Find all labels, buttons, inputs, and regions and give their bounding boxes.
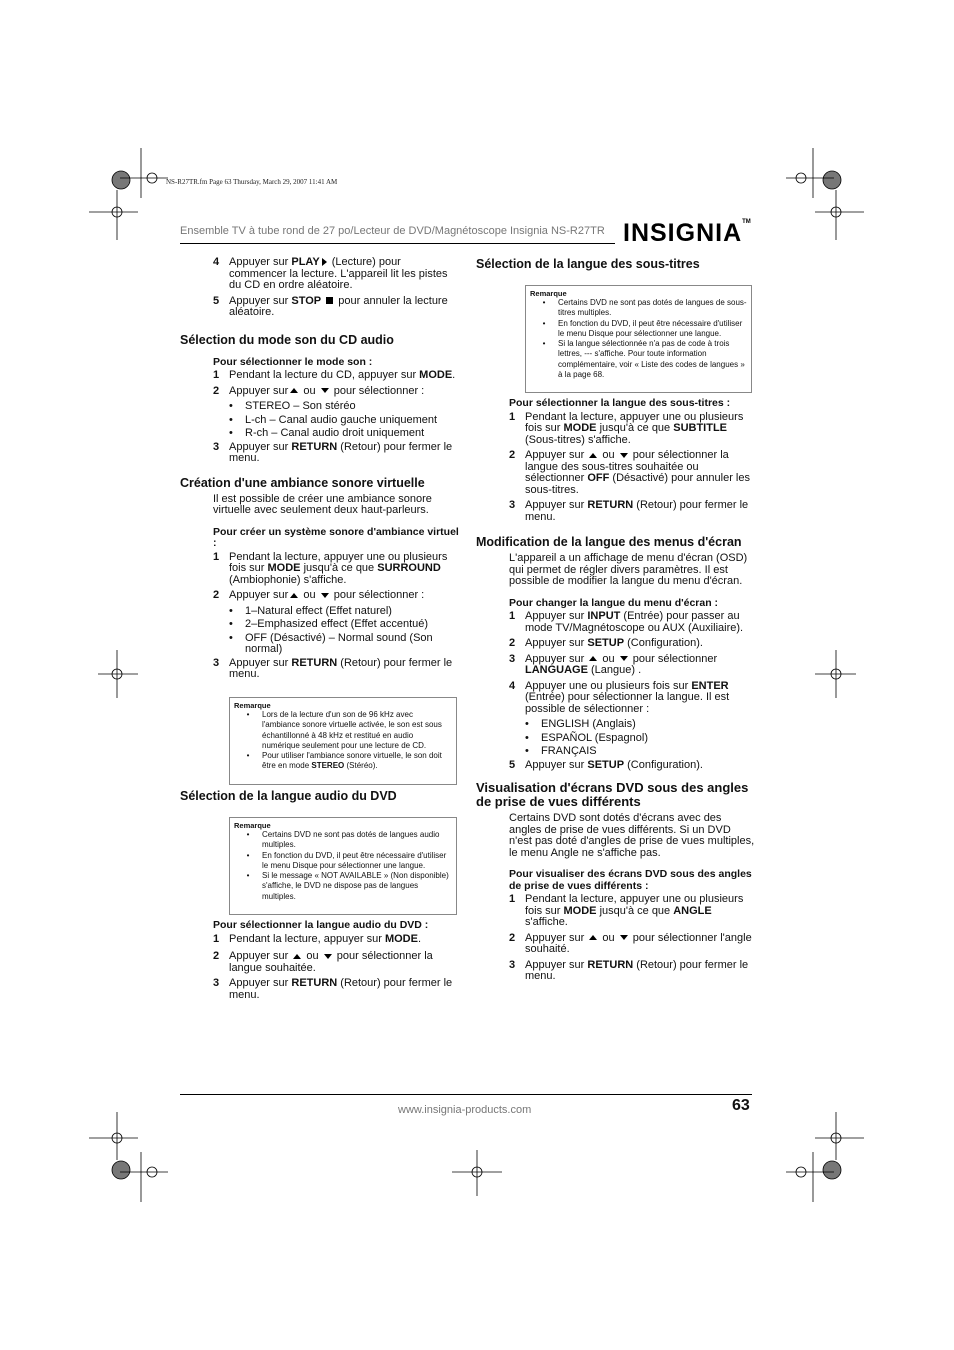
bullet-list xyxy=(229,401,460,440)
logo-text: INSIGNIA xyxy=(623,219,743,247)
bullet-list xyxy=(229,606,460,656)
step-3: 3 Appuyer sur ou pour sélectionner LANGUAGE (Langue) . xyxy=(509,652,718,676)
up-arrow-icon xyxy=(589,935,597,940)
step-1: 1 Pendant la lecture du CD, appuyer sur MODE. xyxy=(213,369,456,381)
section-heading: Sélection du mode son du CD audio xyxy=(180,332,394,347)
section-heading: Sélection de la langue audio du DVD xyxy=(180,789,397,803)
down-arrow-icon xyxy=(620,453,628,458)
left-column-bottom xyxy=(180,920,460,1001)
procedure-title: Pour sélectionner le mode son : xyxy=(213,355,373,368)
note-item: • Si le message « NOT AVAILABLE » (Non disponible) s'affiche, le DVD ne dispose pas de langues multiples. xyxy=(246,871,449,901)
procedure-title: Pour changer la langue du menu d'écran : xyxy=(509,596,719,609)
up-arrow-icon xyxy=(589,656,597,661)
down-arrow-icon xyxy=(620,935,628,940)
step-1: 1 Pendant la lecture, appuyer une ou plusieurs fois sur MODE jusqu'à ce que SURROUND (Ambiophonie) s'affiche. xyxy=(213,550,448,586)
list-item: • R-ch – Canal audio droit uniquement xyxy=(229,427,425,439)
step-1: 1 Pendant la lecture, appuyer sur MODE. xyxy=(213,932,421,945)
list-item: • 2–Emphasized effect (Effet accentué) xyxy=(229,618,429,630)
section-heading: Visualisation d'écrans DVD sous des angles de prise de vues différents xyxy=(476,780,749,809)
note-title: Remarque xyxy=(234,701,271,710)
step-2: 2 Appuyer sur ou pour sélectionner la langue souhaitée. xyxy=(213,950,433,974)
list-item: • ESPAÑOL (Espagnol) xyxy=(525,731,648,744)
up-arrow-icon xyxy=(589,453,597,458)
step-4: 4 Appuyer une ou plusieurs fois sur ENTER (Entrée) pour sélectionner la langue. Il est possible de sélectionner : xyxy=(509,679,730,715)
list-item: • FRANÇAIS xyxy=(525,745,597,757)
list-item: • ENGLISH (Anglais) xyxy=(525,718,636,730)
procedure-title: Pour sélectionner la langue des sous-titres : xyxy=(509,397,731,409)
right-column xyxy=(476,398,756,983)
step-1: 1 Appuyer sur INPUT (Entrée) pour passer au mode TV/Magnétoscope ou AUX (Auxiliaire). xyxy=(509,610,744,634)
step-5 xyxy=(213,296,460,319)
step-number: 5 xyxy=(213,294,220,307)
footer-rule xyxy=(180,1094,752,1095)
step-2: 2 Appuyer sur ou pour sélectionner l'angle souhaité. xyxy=(509,931,752,955)
down-arrow-icon xyxy=(321,388,329,393)
step-3: 3 Appuyer sur RETURN (Retour) pour fermer le menu. xyxy=(213,440,453,464)
note-title: Remarque xyxy=(234,821,271,830)
header-rule xyxy=(180,243,615,244)
note-box xyxy=(229,697,457,785)
up-arrow-icon xyxy=(290,593,298,598)
section-heading: Sélection de la langue des sous-titres xyxy=(476,257,700,271)
note-title: Remarque xyxy=(530,289,567,298)
step-text: Appuyer sur PLAY (Lecture) pour commencer la lecture. L'appareil lit les pistes du CD en ordre aléatoire. xyxy=(229,256,448,291)
list-item: • OFF (Désactivé) – Normal sound (Son normal) xyxy=(229,631,433,655)
list-item: • L-ch – Canal audio gauche uniquement xyxy=(229,413,438,426)
step-3: 3 Appuyer sur RETURN (Retour) pour fermer le menu. xyxy=(509,958,749,982)
page-number: 63 xyxy=(732,1097,750,1114)
note-item: • Pour utiliser l'ambiance sonore virtuelle, le son doit être en mode STEREO (Stéréo). xyxy=(246,751,442,771)
paragraph: Certains DVD sont dotés d'écrans avec des angles de prise de vues différents. Si un DVD n'est pas doté d'angles de prise de vues multiples, le menu Angle ne s'affiche pas. xyxy=(509,812,755,859)
step-number: 4 xyxy=(213,256,220,268)
step-3: 3 Appuyer sur RETURN (Retour) pour fermer le menu. xyxy=(213,977,453,1001)
down-arrow-icon xyxy=(620,656,628,661)
procedure-title: Pour visualiser des écrans DVD sous des angles de prise de vues différents : xyxy=(509,868,752,892)
paragraph: Il est possible de créer une ambiance sonore virtuelle avec seulement deux haut-parleurs. xyxy=(213,492,432,516)
procedure-title: Pour sélectionner la langue audio du DVD : xyxy=(213,919,429,931)
step-1: 1 Pendant la lecture, appuyer une ou plusieurs fois sur MODE jusqu'à ce que SUBTITLE (Sous-titres) s'affiche. xyxy=(509,410,744,446)
step-3: 3 Appuyer sur RETURN (Retour) pour fermer le menu. xyxy=(509,499,749,523)
step-2: 2 Appuyer sur SETUP (Configuration). xyxy=(509,637,703,649)
logo-tm: TM xyxy=(742,219,751,225)
note-item: • Lors de la lecture d'un son de 96 kHz avec l'ambiance sonore virtuelle activée, le son est sous échantillonné à 48 kHz et restitué en audio numérique seulement pour une lecture de CD. xyxy=(246,710,442,750)
insignia-logo xyxy=(623,219,751,248)
step-3: 3 Appuyer sur RETURN (Retour) pour fermer le menu. xyxy=(213,656,453,680)
section-heading: Modification de la langue des menus d'écran xyxy=(476,535,742,549)
paragraph: L'appareil a un affichage de menu d'écran (OSD) qui permet de régler divers paramètres. Il est possible de modifier la langue du menu d'écran. xyxy=(509,552,748,587)
up-arrow-icon xyxy=(290,388,298,393)
step-4 xyxy=(213,257,460,292)
header-title: Ensemble TV à tube rond de 27 po/Lecteur de DVD/Magnétoscope Insignia NS-R27TR xyxy=(180,225,605,237)
list-item: • 1–Natural effect (Effet naturel) xyxy=(229,604,392,617)
up-arrow-icon xyxy=(293,954,301,959)
note-box xyxy=(525,285,752,393)
procedure-title: Pour créer un système sonore d'ambiance virtuel : xyxy=(213,525,459,549)
note-box xyxy=(229,817,457,915)
play-icon xyxy=(322,258,327,266)
left-column xyxy=(180,257,460,681)
step-text: Appuyer sur STOP pour annuler la lecture aléatoire. xyxy=(229,294,448,318)
step-2: 2 Appuyer sur ou pour sélectionner : xyxy=(213,384,425,397)
note-item: • Si la langue sélectionnée n'a pas de code à trois lettres, --- s'affiche. Pour toute information complémentaire, voir « Liste des codes de langues » à la page 68. xyxy=(542,339,745,380)
section-heading: Création d'une ambiance sonore virtuelle xyxy=(180,475,425,490)
step-2: 2 Appuyer sur ou pour sélectionner la langue des sous-titres souhaitée ou sélectionner OFF (Désactivé) pour annuler les sous-titres. xyxy=(509,449,750,496)
footer-url: www.insignia-products.com xyxy=(398,1104,532,1116)
list-item: • STEREO – Son stéréo xyxy=(229,400,356,412)
step-1: 1 Pendant la lecture, appuyer une ou plusieurs fois sur MODE jusqu'à ce que ANGLE s'affiche. xyxy=(509,893,744,928)
note-item: • En fonction du DVD, il peut être nécessaire d'utiliser le menu Disque pour sélectionner une langue. xyxy=(246,850,447,870)
stop-icon xyxy=(326,297,333,304)
file-slug: NS-R27TR.fm Page 63 Thursday, March 29, 2007 11:41 AM xyxy=(166,178,338,186)
step-2: 2 Appuyer sur ou pour sélectionner : xyxy=(213,589,425,601)
note-item: • Certains DVD ne sont pas dotés de langues audio multiples. xyxy=(246,830,440,850)
note-item: • Certains DVD ne sont pas dotés de langues de sous-titres multiples. xyxy=(542,298,747,318)
down-arrow-icon xyxy=(321,593,329,598)
down-arrow-icon xyxy=(324,954,332,959)
step-5: 5 Appuyer sur SETUP (Configuration). xyxy=(509,758,703,771)
bullet-list xyxy=(525,719,756,758)
note-item: • En fonction du DVD, il peut être nécessaire d'utiliser le menu Disque pour sélectionner une langue. xyxy=(542,318,743,338)
